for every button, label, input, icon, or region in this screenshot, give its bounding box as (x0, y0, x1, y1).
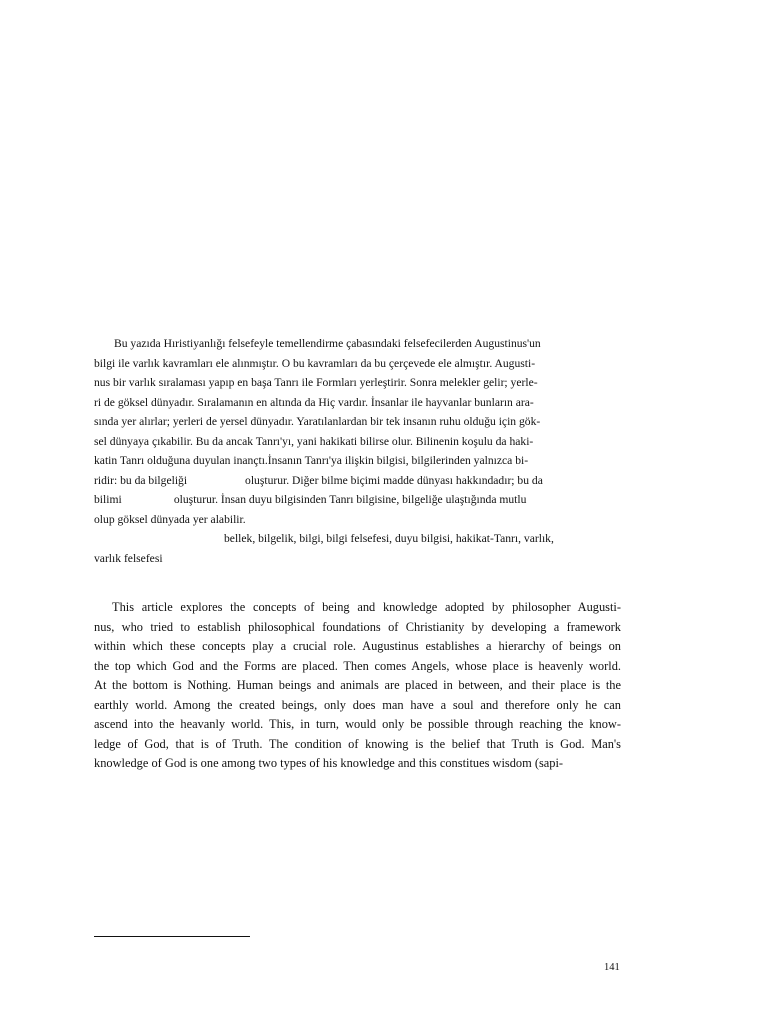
abstract-line: ledge of God, that is of Truth. The condition of knowing is the belief that Truth is God. Man's (94, 736, 621, 751)
abstract-line: ridir: bu da bilgeliği oluşturur. Diğer bilme biçimi madde dünyası hakkındadır; bu da (94, 473, 543, 487)
keywords-line: bellek, bilgelik, bilgi, bilgi felsefesi, duyu bilgisi, hakikat-Tanrı, varlık, (224, 532, 554, 545)
abstract-line: nus, who tried to establish philosophical foundations of Christianity by developing a framework (94, 619, 621, 634)
abstract-line: nus bir varlık sıralaması yapıp en başa Tanrı ile Formları yerleştirir. Sonra melekler gelir; yerle- (94, 376, 538, 389)
abstract-line: At the bottom is Nothing. Human beings and animals are placed in between, and their place is the (94, 678, 621, 692)
abstract-line: knowledge of God is one among two types of his knowledge and this constitues wisdom (sapi- (94, 756, 564, 770)
footnote-separator (94, 936, 250, 937)
abstract-line: olup göksel dünyada yer alabilir. (94, 512, 246, 526)
abstract-line: sında yer alırlar; yerleri de yersel dünyadır. Yaratılanlardan bir tek insanın ruhu olduğu için gök- (94, 415, 541, 428)
english-abstract (94, 598, 621, 774)
abstract-line: bilgi ile varlık kavramları ele alınmıştır. O bu kavramları da bu çerçevede ele almıştır. Augusti- (94, 356, 536, 370)
abstract-line: ascend into the heavanly world. This, in turn, would only be possible through reaching the know- (94, 717, 621, 731)
page-number: 141 (604, 962, 620, 973)
abstract-line: Bu yazıda Hıristiyanlığı felsefeyle temellendirme çabasındaki felsefecilerden Augustinus'un (114, 337, 541, 350)
abstract-line: within which these concepts play a crucial role. Augustinus establishes a hierarchy of beings on (94, 639, 621, 653)
abstract-line: bilimi oluşturur. İnsan duyu bilgisinden Tanrı bilgisine, bilgeliğe ulaştığında mutlu (94, 493, 527, 506)
abstract-line: earthly world. Among the created beings, only does man have a soul and therefore only he can (94, 697, 621, 712)
abstract-line: the top which God and the Forms are placed. Then comes Angels, whose place is heavenly world. (94, 658, 621, 673)
abstract-line: ri de göksel dünyadır. Sıralamanın en altında da Hiç vardır. İnsanlar ile hayvanlar bunların ara- (94, 395, 534, 409)
keywords-line: varlık felsefesi (94, 551, 163, 565)
abstract-line: katin Tanrı olduğuna duyulan inançtı.İnsanın Tanrı'ya ilişkin bilgisi, bilgilerinden yalnızca bi- (94, 454, 529, 467)
turkish-abstract (94, 334, 609, 568)
abstract-line: sel dünyaya çıkabilir. Bu da ancak Tanrı'yı, yani hakikati bilirse olur. Bilinenin koşulu da haki- (94, 434, 534, 448)
abstract-line: This article explores the concepts of being and knowledge adopted by philosopher Augusti- (112, 600, 621, 614)
